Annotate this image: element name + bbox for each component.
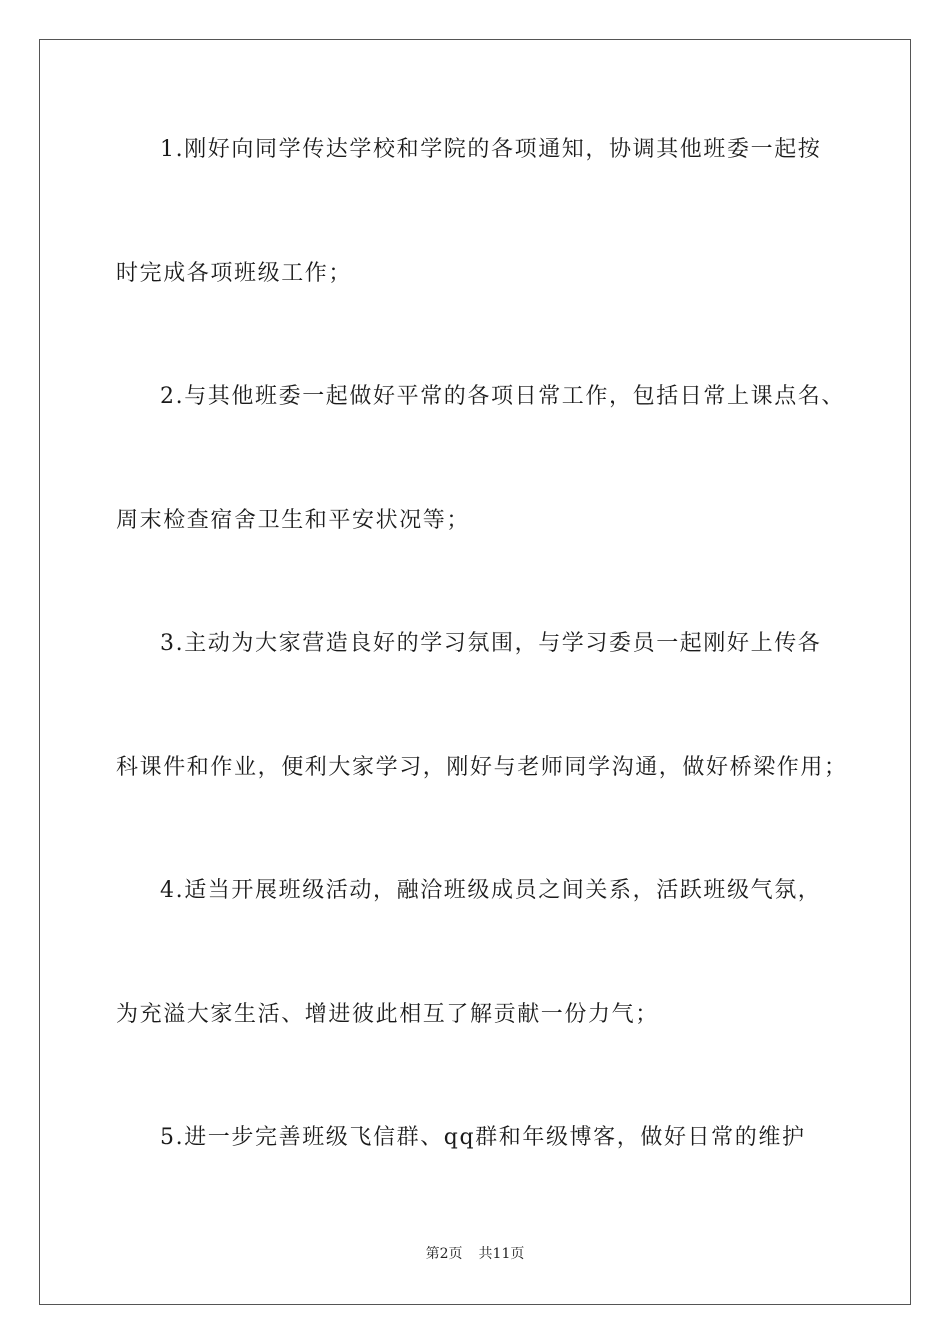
paragraph-line: 周末检查宿舍卫生和平安状况等； xyxy=(116,508,471,533)
paragraph-line: 1.刚好向同学传达学校和学院的各项通知，协调其他班委一起按 xyxy=(160,137,822,162)
paragraph-line: 为充溢大家生活、增进彼此相互了解贡献一份力气； xyxy=(116,1002,659,1027)
paragraph-line: 3.主动为大家营造良好的学习氛围，与学习委员一起刚好上传各 xyxy=(160,631,822,656)
page-number: 第2页 xyxy=(425,1246,463,1262)
paragraph-line: 科课件和作业，便利大家学习，刚好与老师同学沟通，做好桥梁作用； xyxy=(116,755,848,780)
paragraph-line: 2.与其他班委一起做好平常的各项日常工作，包括日常上课点名、 xyxy=(160,384,845,409)
paragraph-line: 时完成各项班级工作； xyxy=(116,261,353,286)
paragraph-line: 4.适当开展班级活动，融洽班级成员之间关系，活跃班级气氛， xyxy=(160,878,822,903)
page-footer xyxy=(0,1244,950,1264)
paragraph-line: 5.进一步完善班级飞信群、qq群和年级博客，做好日常的维护 xyxy=(160,1125,806,1150)
page-total: 共11页 xyxy=(478,1246,525,1262)
page-border xyxy=(39,39,911,1305)
